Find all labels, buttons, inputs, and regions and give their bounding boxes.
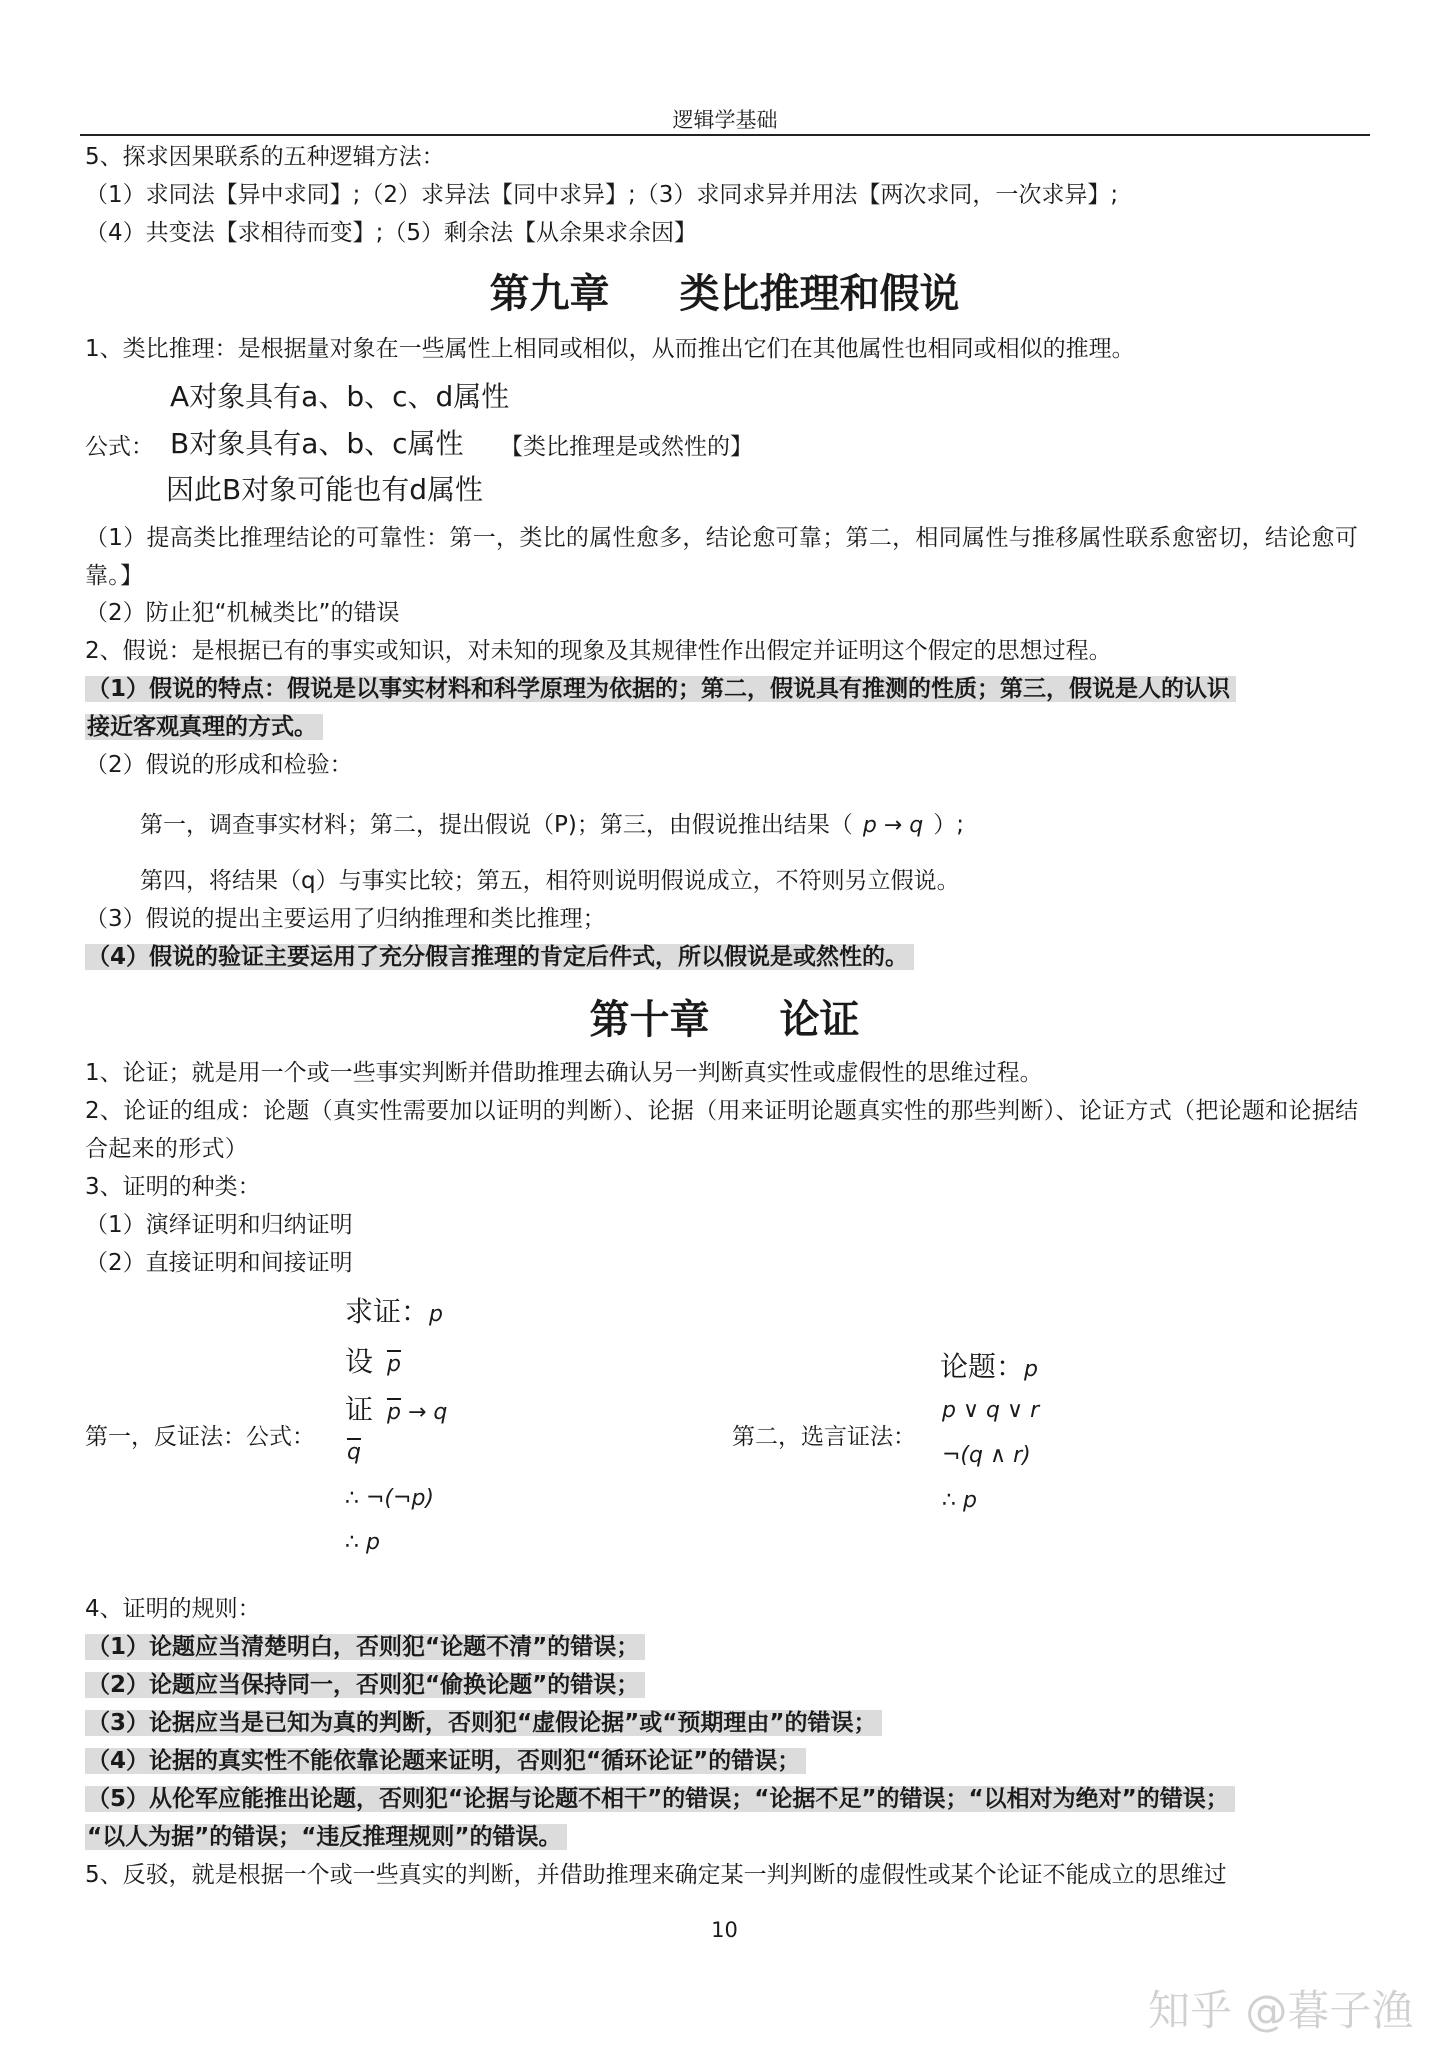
highlight-line (85, 1742, 1375, 1780)
text-line: （4）共变法【求相待而变】;（5）剩余法【从余果求余因】 (85, 220, 698, 246)
highlight-line (85, 670, 1375, 708)
implication-formula: p → q (862, 813, 924, 838)
text-line: 1、类比推理：是根据量对象在一些属性上相同或相似，从而推出它们在其他属性也相同或相似的推理。 (85, 336, 1135, 362)
formula-note: 【类比推理是或然性的】 (500, 434, 753, 460)
text-line: （2）防止犯“机械类比”的错误 (85, 600, 400, 626)
watermark: 知乎 @暮子渔 (1148, 1986, 1414, 2035)
formula-line: ∴ p (942, 1488, 977, 1513)
proof-label: 第一，反证法：公式： (85, 1424, 315, 1450)
formula-line (345, 1290, 443, 1330)
text-paragraph: （1）提高类比推理结论的可靠性：第一，类比的属性愈多，结论愈可靠；第二，相同属性与推移属性联系愈密切，结论愈可靠。】 (85, 525, 1359, 589)
formula-line: ¬(q ∧ r) (942, 1443, 1031, 1468)
highlight-line (85, 938, 1375, 976)
highlight-line (85, 1666, 1375, 1704)
proof-label: 第二，选言证法： (732, 1424, 916, 1450)
formula-var: $\overline{p}$ (387, 1352, 401, 1377)
text-line: （2）假说的形成和检验： (85, 752, 353, 778)
highlighted-text: （4）论据的真实性不能依靠论题来证明，否则犯“循环论证”的错误； (85, 1748, 806, 1774)
chapter-heading (0, 262, 1449, 319)
text-line: 2、假说：是根据已有的事实或知识，对未知的现象及其规律性作出假定并证明这个假定的思想过程。 (85, 638, 1112, 664)
highlighted-text: （5）从伦军应能推出论题，否则犯“论据与论题不相干”的错误；“论据不足”的错误；“以相对为绝对”的错误； (85, 1786, 1235, 1812)
text-line: （1）演绎证明和归纳证明 (85, 1212, 353, 1238)
formula-line: ∴ p (345, 1530, 380, 1555)
text-line: 4、证明的规则： (85, 1596, 261, 1622)
formula-keyword: 论题： (940, 1350, 1025, 1383)
text-line: 第四，将结果（q）与事实比较；第五，相符则说明假说成立，不符则另立假说。 (140, 868, 960, 894)
highlight-line (85, 708, 1375, 746)
text-line: （1）求同法【异中求同】;（2）求异法【同中求异】;（3）求同求异并用法【两次求同，一次求异】; (85, 182, 1119, 208)
highlight-line (85, 1780, 1375, 1818)
formula-var: p (429, 1302, 443, 1327)
formula-line (345, 1388, 447, 1428)
formula-line: A对象具有a、b、c、d属性 (170, 380, 510, 413)
chapter-heading (0, 988, 1449, 1045)
step-text-end: ）; (933, 812, 964, 838)
text-line: 5、探求因果联系的五种逻辑方法： (85, 144, 445, 170)
highlight-line (85, 1628, 1375, 1666)
text-line: （2）直接证明和间接证明 (85, 1250, 353, 1276)
highlighted-text: 接近客观真理的方式。 (85, 714, 323, 740)
formula-line: 因此B对象可能也有d属性 (166, 473, 483, 506)
text-line: 3、证明的种类： (85, 1174, 261, 1200)
running-header: 逻辑学基础 (672, 108, 778, 132)
chapter-number: 第九章 (489, 270, 610, 317)
formula-var: → q (400, 1400, 448, 1425)
formula-keyword: 证 (345, 1393, 374, 1426)
formula-line (940, 1345, 1038, 1385)
header-rule (80, 134, 1370, 136)
chapter-number: 第十章 (589, 996, 710, 1043)
text-line: 5、反驳，就是根据一个或一些真实的判断，并借助推理来确定某一判判断的虚假性或某个论证不能成立的思维过 (85, 1862, 1227, 1888)
text-line: 1、论证；就是用一个或一些事实判断并借助推理去确认另一判断真实性或虚假性的思维过程。 (85, 1060, 1043, 1086)
text-paragraph: 2、论证的组成：论题（真实性需要加以证明的判断）、论据（用来证明论题真实性的那些判断）、论证方式（把论题和论据结合起来的形式） (85, 1098, 1359, 1162)
formula-line: B对象具有a、b、c属性 (170, 427, 464, 460)
formula-line: p ∨ q ∨ r (942, 1398, 1040, 1423)
page-number: 10 (711, 1918, 738, 1942)
highlight-line (85, 1704, 1375, 1742)
highlight-line (85, 1818, 1375, 1856)
highlighted-text: （1）假说的特点：假说是以事实材料和科学原理为依据的；第二，假说具有推测的性质；第三，假说是人的认识 (85, 676, 1236, 702)
formula-line: ∴ ¬(¬p) (345, 1486, 434, 1511)
highlighted-text: （4）假说的验证主要运用了充分假言推理的肯定后件式，所以假说是或然性的。 (85, 944, 914, 970)
highlighted-text: （3）论据应当是已知为真的判断，否则犯“虚假论据”或“预期理由”的错误； (85, 1710, 882, 1736)
highlighted-text: （2）论题应当保持同一，否则犯“偷换论题”的错误； (85, 1672, 645, 1698)
formula-label: 公式： (85, 434, 154, 460)
highlighted-text: （1）论题应当清楚明白，否则犯“论题不清”的错误； (85, 1634, 645, 1660)
text-line (140, 806, 1430, 845)
chapter-title: 类比推理和假说 (679, 270, 960, 317)
chapter-title: 论证 (779, 996, 860, 1043)
formula-keyword: 求证： (345, 1295, 430, 1328)
step-text: 第一，调查事实材料；第二，提出假说（P)；第三，由假说推出结果（ (140, 812, 853, 838)
formula-keyword: 设 (345, 1345, 374, 1378)
formula-var: $\overline{p}$ (387, 1400, 401, 1425)
text-line: （3）假说的提出主要运用了归纳推理和类比推理； (85, 906, 606, 932)
formula-line (345, 1340, 401, 1380)
formula-var: $\overline{q}$ (347, 1440, 361, 1465)
highlighted-text: “以人为据”的错误；“违反推理规则”的错误。 (85, 1824, 567, 1850)
formula-var: p (1024, 1357, 1038, 1382)
